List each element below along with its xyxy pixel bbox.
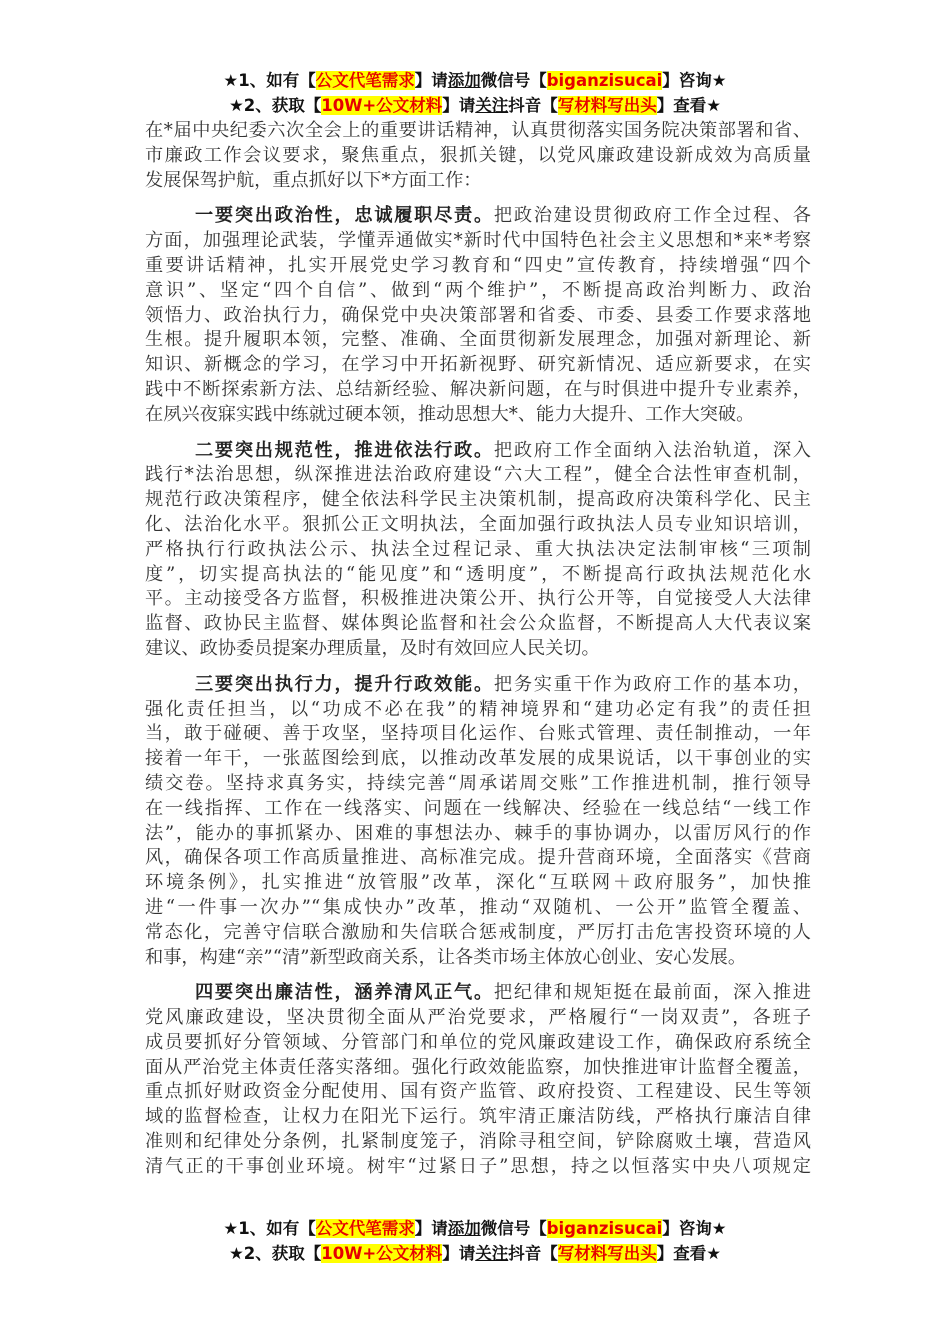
promo-banner-top xyxy=(0,68,950,118)
line-text: 风，确保各项工作高质量推进、高标准完成。提升营商环境，全面落实《营商 xyxy=(145,847,811,869)
line-text: 知识、新概念的学习，在学习中开拓新视野、研究新情况、适应新要求，在实 xyxy=(145,354,811,376)
text-line xyxy=(145,204,811,229)
text-line xyxy=(145,612,811,637)
paragraph-lead-heading: 三要突出执行力，提升行政效能。 xyxy=(195,673,494,695)
promo-underlined: 关注 xyxy=(475,1244,509,1263)
text-line xyxy=(145,698,811,723)
line-text: 市廉政工作会议要求，聚焦重点，狠抓关键，以党风廉政建设新成效为高质量 xyxy=(145,144,811,166)
line-text: 平。主动接受各方监督，积极推进决策公开、执行公开等，自觉接受人大法律 xyxy=(145,588,811,610)
promo-line-2 xyxy=(0,1241,950,1266)
line-text: 化、法治化水平。狠抓公正文明执法，全面加强行政执法人员专业知识培训， xyxy=(145,513,811,535)
document-body xyxy=(145,119,811,1191)
text-line xyxy=(145,1031,811,1056)
line-text: 党风廉政建设，坚决贯彻全面从严治党要求，严格履行“一岗双责”，各班子 xyxy=(145,1007,811,1029)
promo-text: 】请 xyxy=(414,71,448,90)
line-text: 常态化，完善守信联合激励和失信联合惩戒制度，严厉打击危害投资环境的人 xyxy=(145,921,811,943)
text-line xyxy=(145,822,811,847)
text-line xyxy=(145,722,811,747)
text-line xyxy=(145,229,811,254)
promo-line-1 xyxy=(0,68,950,93)
promo-text: 】查看★ xyxy=(656,1244,722,1263)
line-text: 绩交卷。坚持求真务实，持续完善“周承诺周交账”工作推进机制，推行领导 xyxy=(145,772,811,794)
text-line xyxy=(145,488,811,513)
promo-banner-bottom xyxy=(0,1216,950,1266)
body-paragraph xyxy=(145,439,811,662)
text-line xyxy=(145,144,811,169)
text-line xyxy=(145,747,811,772)
promo-underlined: 添加 xyxy=(447,1219,481,1238)
text-line xyxy=(145,378,811,403)
line-text: 践行*法治思想，纵深推进法治政府建设“六大工程”，健全合法性审查机制， xyxy=(145,464,811,486)
text-line xyxy=(145,439,811,464)
line-text: 把政府工作全面纳入法治轨道，深入 xyxy=(493,439,811,461)
line-text: 当，敢于碰硬、善于攻坚，坚持项目化运作、台账式管理、责任制推动，一年 xyxy=(145,723,811,745)
line-text: 准则和纪律处分条例，扎紧制度笼子，消除寻租空间，铲除腐败土壤，营造风 xyxy=(145,1131,811,1153)
text-line xyxy=(145,981,811,1006)
body-paragraph xyxy=(145,204,811,427)
line-text: 生根。提升履职本领，完整、准确、全面贯彻新发展理念，加强对新理论、新 xyxy=(145,329,811,351)
text-line xyxy=(145,353,811,378)
line-text: 建议、政协委员提案办理质量，及时有效回应人民关切。 xyxy=(145,637,600,659)
text-line xyxy=(145,946,811,971)
line-text: 在夙兴夜寐实践中练就过硬本领，推动思想大*、能力大提升、工作大突破。 xyxy=(145,403,755,425)
text-line xyxy=(145,254,811,279)
line-text: 环境条例》，扎实推进“放管服”改革，深化“互联网＋政府服务”，加快推 xyxy=(145,872,811,894)
promo-highlight: 10W+公文材料 xyxy=(321,96,443,115)
promo-highlight: 10W+公文材料 xyxy=(321,1244,443,1263)
promo-text: 】请 xyxy=(442,1244,476,1263)
line-text: 把纪律和规矩挺在最前面，深入推进 xyxy=(493,982,811,1004)
line-text: 监督、政协民主监督、媒体舆论监督和社会公众监督，不断提高人大代表议案 xyxy=(145,613,811,635)
promo-line-1 xyxy=(0,1216,950,1241)
text-line xyxy=(145,846,811,871)
promo-underlined: 添加 xyxy=(447,71,481,90)
wechat-id: biganzisucai xyxy=(546,71,663,90)
text-line xyxy=(145,587,811,612)
line-text: 在*届中央纪委六次全会上的重要讲话精神，认真贯彻落实国务院决策部署和省、 xyxy=(145,120,811,141)
promo-underlined: 关注 xyxy=(475,96,509,115)
line-text: 域的监督检查，让权力在阳光下运行。筑牢清正廉洁防线，严格执行廉洁自律 xyxy=(145,1106,811,1128)
text-line xyxy=(145,797,811,822)
line-text: 在一线指挥、工作在一线落实、问题在一线解决、经验在一线总结“一线工作 xyxy=(145,797,811,819)
line-text: 和事，构建“亲”“清”新型政商关系，让各类市场主体放心创业、安心发展。 xyxy=(145,946,747,968)
text-line xyxy=(145,1155,811,1180)
line-text: 清气正的干事创业环境。树牢“过紧日子”思想，持之以恒落实中央八项规定 xyxy=(145,1155,811,1177)
paragraph-lead-heading: 四要突出廉洁性，涵养清风正气。 xyxy=(195,982,494,1004)
promo-text: ★2、获取【 xyxy=(228,96,322,115)
promo-text: 】请 xyxy=(442,96,476,115)
line-text: 重要讲话精神，扎实开展党史学习教育和“四史”宣传教育，持续增强“四个 xyxy=(145,254,811,276)
text-line xyxy=(145,637,811,662)
promo-highlight: 公文代笔需求 xyxy=(315,71,415,90)
line-text: 把政治建设贯彻政府工作全过程、各 xyxy=(493,205,811,227)
paragraph-lead-heading: 二要突出规范性，推进依法行政。 xyxy=(195,439,494,461)
line-text: 规范行政决策程序，健全依法科学民主决策机制，提高政府决策科学化、民主 xyxy=(145,489,811,511)
text-line xyxy=(145,513,811,538)
line-text: 面从严治党主体责任落实落细。强化行政效能监察，加快推进审计监督全覆盖， xyxy=(145,1056,811,1078)
text-line xyxy=(145,328,811,353)
promo-text: 抖音【 xyxy=(508,96,558,115)
promo-text: 微信号【 xyxy=(480,71,547,90)
text-line xyxy=(145,304,811,329)
line-text: 践中不断探索新方法、总结新经验、解决新问题，在与时俱进中提升专业素养， xyxy=(145,378,811,400)
line-text: 意识”、坚定“四个自信”、做到“两个维护”，不断提高政治判断力、政治 xyxy=(145,279,811,301)
text-line xyxy=(145,563,811,588)
text-line xyxy=(145,1130,811,1155)
line-text: 把务实重干作为政府工作的基本功， xyxy=(493,673,811,695)
line-text: 法”，能办的事抓紧办、困难的事想法办、棘手的事协调办，以雷厉风行的作 xyxy=(145,822,811,844)
body-paragraph xyxy=(145,673,811,971)
line-text: 重点抓好财政资金分配使用、国有资产监管、政府投资、工程建设、民生等领 xyxy=(145,1081,811,1103)
text-line xyxy=(145,921,811,946)
promo-highlight: 公文代笔需求 xyxy=(315,1219,415,1238)
text-line xyxy=(145,1105,811,1130)
line-text: 强化责任担当，以“功成不必在我”的精神境界和“建功必定有我”的责任担 xyxy=(145,698,811,720)
text-line xyxy=(145,1080,811,1105)
body-paragraph xyxy=(145,981,811,1179)
douyin-account: 写材料写出头 xyxy=(557,1244,657,1263)
text-line xyxy=(145,538,811,563)
line-text: 严格执行行政执法公示、执法全过程记录、重大执法决定法制审核“三项制 xyxy=(145,538,811,560)
promo-text: 】咨询★ xyxy=(662,71,727,90)
text-line xyxy=(145,403,811,428)
text-line xyxy=(145,871,811,896)
promo-text: ★1、如有【 xyxy=(223,71,316,90)
text-line xyxy=(145,463,811,488)
promo-text: 】咨询★ xyxy=(662,1219,727,1238)
text-line xyxy=(145,169,811,194)
text-line xyxy=(145,119,811,144)
line-text: 进“一件事一次办”“集成快办”改革，推动“双随机、一公开”监管全覆盖、 xyxy=(145,896,811,918)
line-text: 接着一年干，一张蓝图绘到底，以推动改革发展的成果说话，以干事创业的实 xyxy=(145,748,811,770)
paragraph-lead-heading: 一要突出政治性，忠诚履职尽责。 xyxy=(195,205,494,227)
text-line xyxy=(145,1006,811,1031)
promo-text: ★1、如有【 xyxy=(223,1219,316,1238)
line-text: 成员要抓好分管领域、分管部门和单位的党风廉政建设工作，确保政府系统全 xyxy=(145,1031,811,1053)
text-line xyxy=(145,772,811,797)
promo-text: 】请 xyxy=(414,1219,448,1238)
promo-text: 微信号【 xyxy=(480,1219,547,1238)
line-text: 领悟力、政治执行力，确保党中央决策部署和省委、市委、县委工作要求落地 xyxy=(145,304,811,326)
line-text: 度”，切实提高执法的“能见度”和“透明度”，不断提高行政执法规范化水 xyxy=(145,563,811,585)
promo-text: ★2、获取【 xyxy=(228,1244,322,1263)
wechat-id: biganzisucai xyxy=(546,1219,663,1238)
text-line xyxy=(145,1056,811,1081)
douyin-account: 写材料写出头 xyxy=(557,96,657,115)
text-line xyxy=(145,279,811,304)
line-text: 发展保驾护航，重点抓好以下*方面工作： xyxy=(145,169,482,191)
intro-paragraph xyxy=(145,119,811,193)
line-text: 方面，加强理论武装，学懂弄通做实*新时代中国特色社会主义思想和*来*考察 xyxy=(145,230,811,252)
promo-text: 】查看★ xyxy=(656,96,722,115)
text-line xyxy=(145,896,811,921)
text-line xyxy=(145,673,811,698)
promo-text: 抖音【 xyxy=(508,1244,558,1263)
promo-line-2 xyxy=(0,93,950,118)
